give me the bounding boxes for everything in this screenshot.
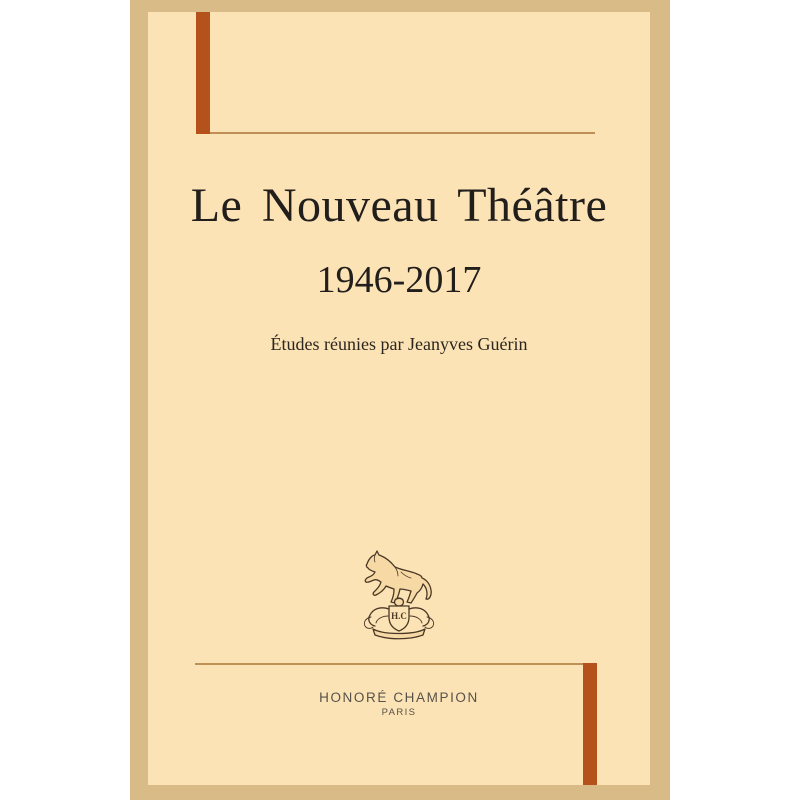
crest-foliage-left <box>364 608 389 629</box>
crest-foliage-right <box>409 608 434 629</box>
crest-shield-icon <box>389 606 409 631</box>
book-cover <box>130 0 670 800</box>
cover-inner-panel <box>148 12 650 785</box>
book-title: Le Nouveau Théâtre <box>190 179 608 232</box>
publisher-city: PARIS <box>381 707 417 718</box>
logo-monogram: H.C <box>391 611 407 621</box>
bottom-accent-bar <box>583 663 597 785</box>
publisher-name: HONORÉ CHAMPION <box>319 690 479 705</box>
bottom-rule-line <box>195 663 583 665</box>
publisher-horse-crest-icon <box>349 546 449 640</box>
book-subtitle-years: 1946-2017 <box>316 259 482 301</box>
top-accent-bar <box>196 12 210 134</box>
editor-credit: Études réunies par Jeanyves Guérin <box>270 334 528 354</box>
rearing-horse-icon <box>365 551 431 603</box>
crest-helm-icon <box>395 598 404 606</box>
top-rule-line <box>210 132 595 134</box>
